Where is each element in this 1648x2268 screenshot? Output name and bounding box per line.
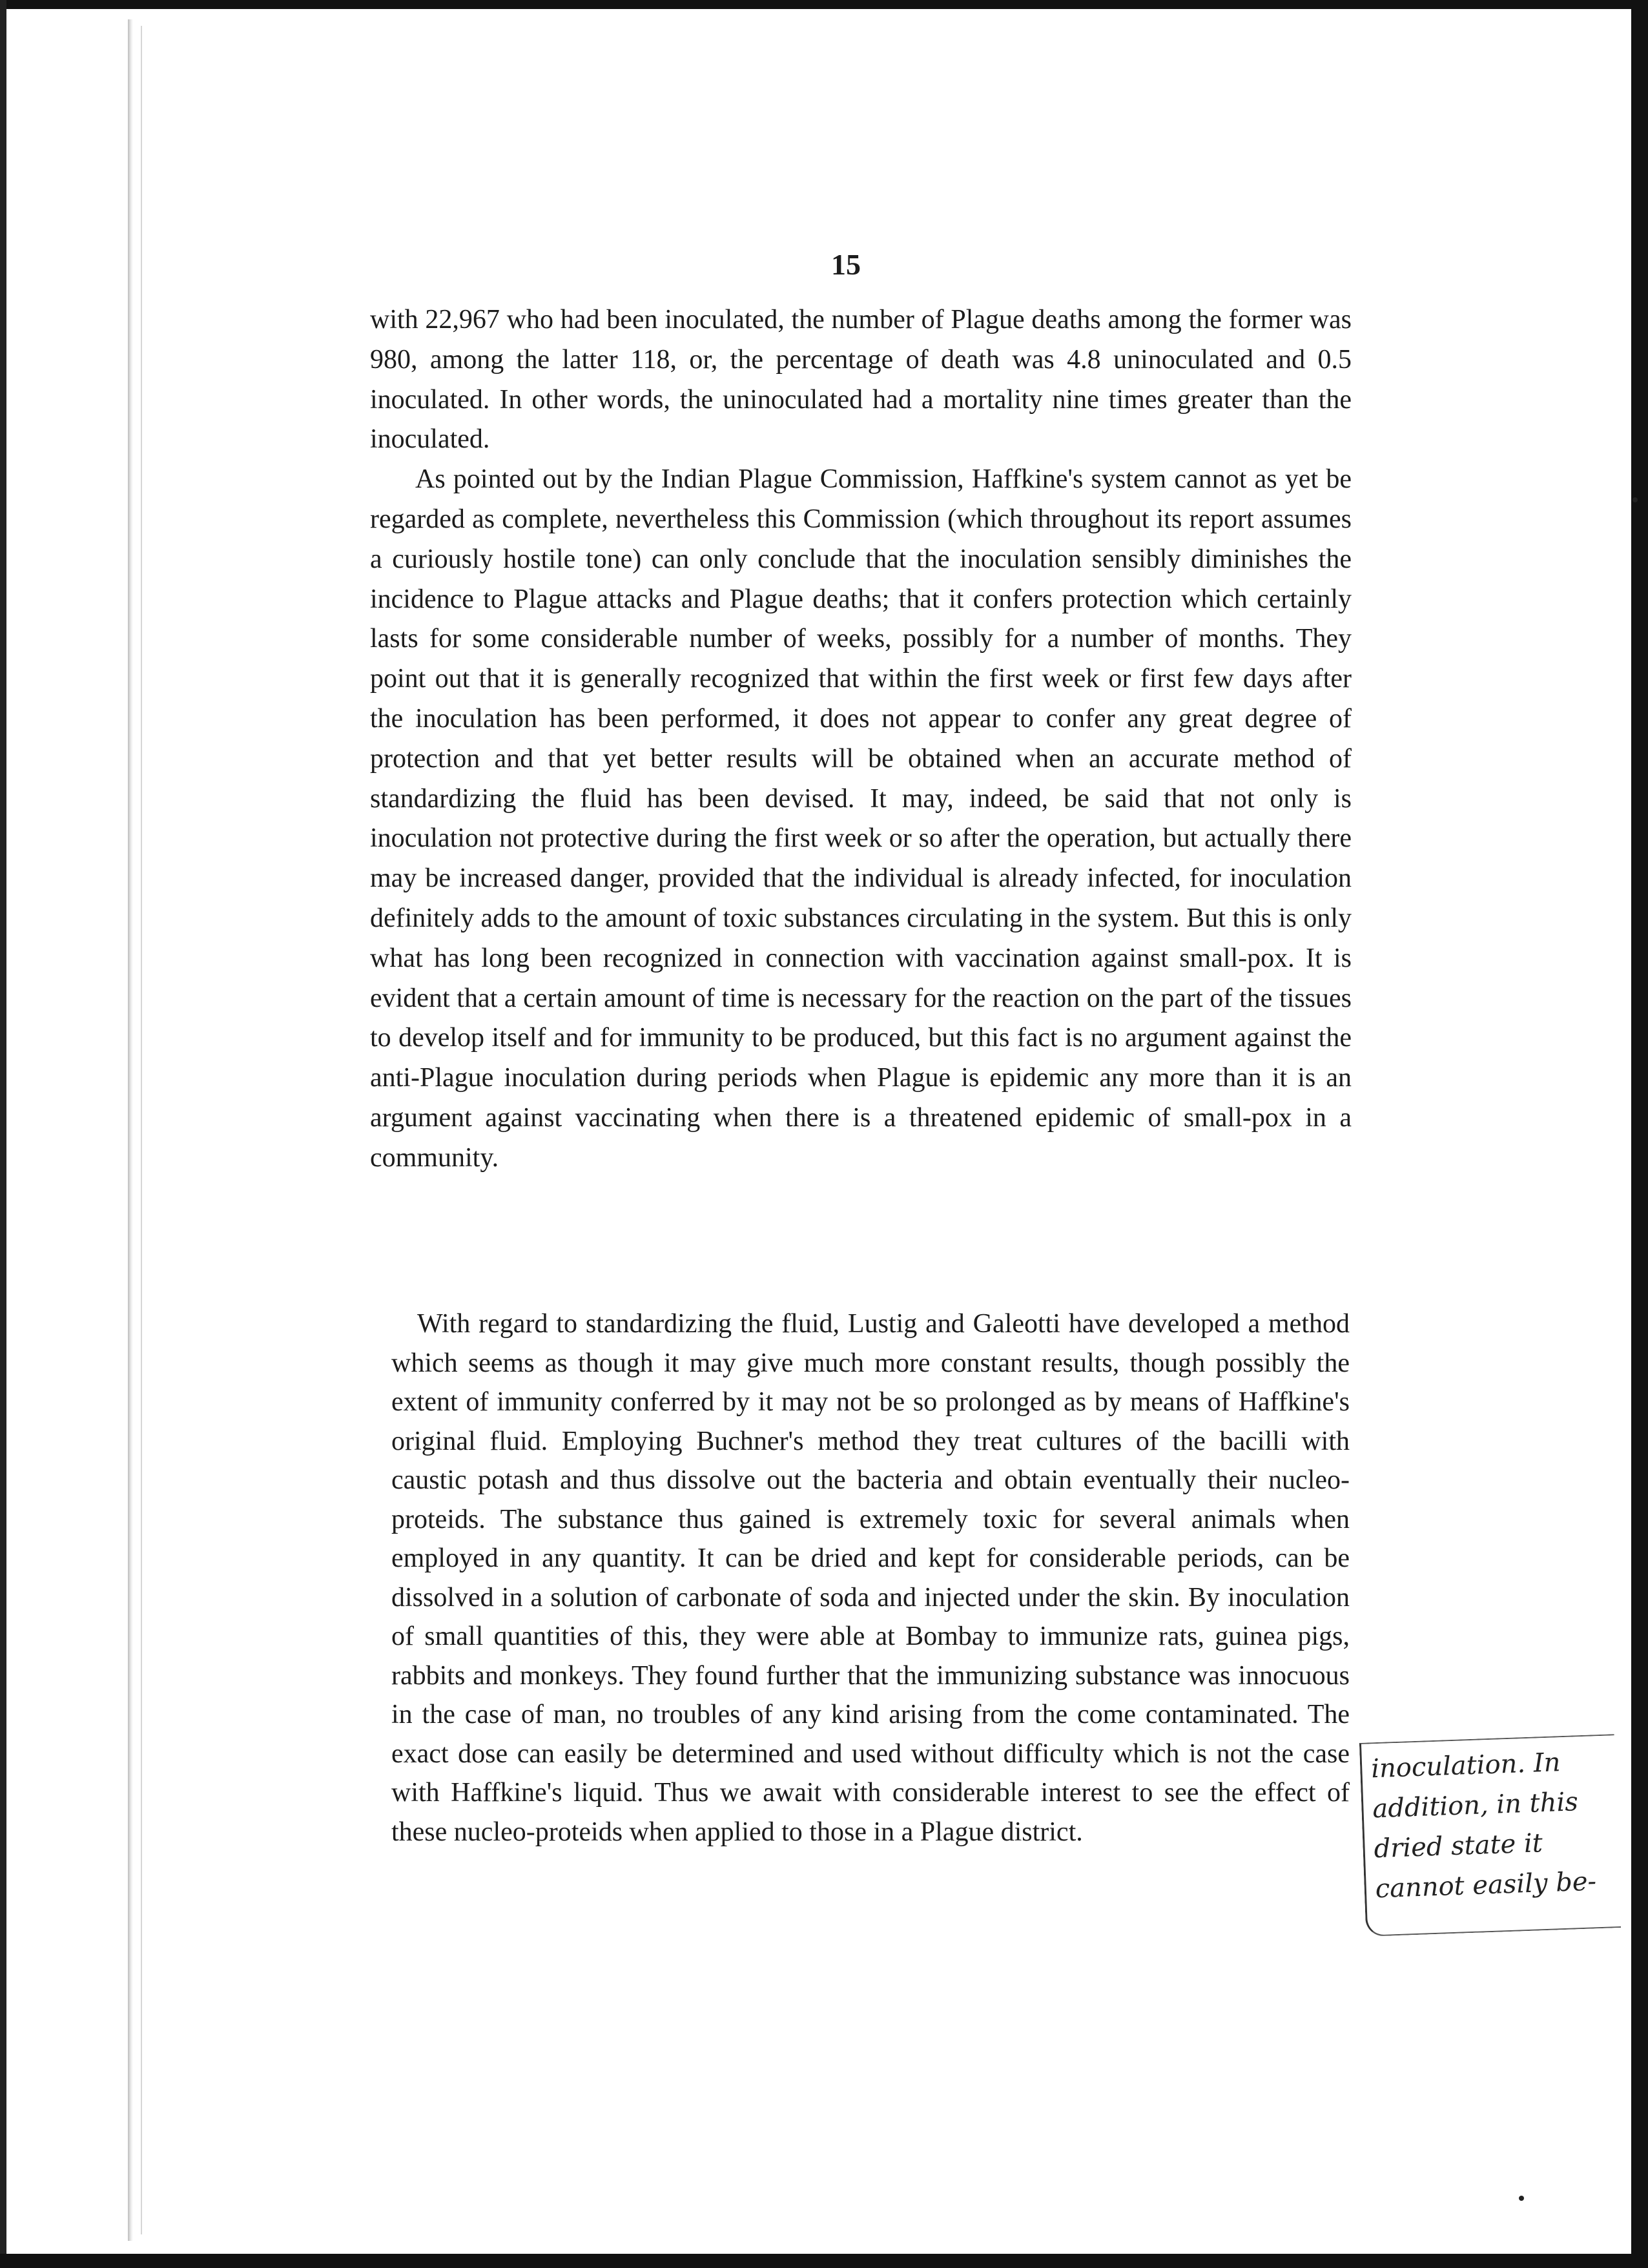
scan-speck — [1519, 2196, 1524, 2201]
body-text — [370, 300, 1352, 1179]
handwritten-margin-note: inoculation. In addition, in this dried state it cannot easily be- — [1359, 1734, 1621, 1937]
paragraph-3: With regard to standardizing the fluid, Lustig and Galeotti have developed a method which seems as though it may give much more constant results, though possibly the extent of immunity conferred by it may not be so prolonged as by means of Haffkine's original fluid. Employing Buchner's method they treat cultures of the bacilli with caustic potash and thus dissolve out the bacteria and obtain eventually their nucleo-proteids. The substance thus gained is extremely toxic for several animals when employed in any quantity. It can be dried and kept for considerable periods, can be dissolved in a solution of carbonate of soda and injected under the skin. By inoculation of small quantities of this, they were able at Bombay to immunize rats, guinea pigs, rabbits and monkeys. They found further that the immunizing substance was innocuous in the case of man, no troubles of any kind arising from the come contaminated. The exact dose can easily be determined and used without difficulty which is not the case with Haffkine's liquid. Thus we await with considerable interest to see the effect of these nucleo-proteids when applied to those in a Plague district. — [391, 1309, 1350, 1847]
scan-border-right — [1631, 0, 1648, 2268]
scan-border-top — [0, 0, 1648, 9]
scan-border-left — [0, 0, 6, 2268]
paragraph-2: As pointed out by the Indian Plague Commission, Haffkine's system cannot as yet be regarded as complete, nevertheless this Commission (which throughout its report assumes a curiously hostile tone) can only conclude that the inoculation sensibly diminishes the incidence to Plague attacks and Plague deaths; that it confers protection which certainly lasts for some considerable number of weeks, possibly for a number of months. They point out that it is generally recognized that within the first week or first few days after the inoculation has been performed, it does not appear to confer any great degree of protection and that yet better results will be obtained when an accurate method of standardizing the fluid has been devised. It may, indeed, be said that not only is inoculation not protective during the first week or so after the operation, but actually there may be increased danger, provided that the individual is already infected, for inoculation definitely adds to the amount of toxic substances circulating in the system. But this is only what has long been recognized in connection with vaccination against small-pox. It is evident that a certain amount of time is necessary for the reaction on the part of the tissues to develop itself and for immunity to be produced, but this fact is no argument against the anti-Plague inoculation during periods when Plague is epidemic any more than it is an argument against vaccinating when there is a threatened epidemic of small-pox in a community. — [370, 464, 1352, 1173]
scan-speck — [1633, 497, 1638, 502]
paragraph-1: with 22,967 who had been inoculated, the number of Plague deaths among the former was 980, among the latter 118, or, the percentage of death was 4.8 uninoculated and 0.5 inoculated. In other words, the uninoculated had a mortality nine times greater than the inoculated. — [370, 305, 1352, 455]
binding-line — [141, 26, 142, 2234]
binding-fold — [128, 19, 133, 2241]
scan-border-bottom — [0, 2254, 1648, 2268]
page-number: 15 — [831, 248, 861, 281]
